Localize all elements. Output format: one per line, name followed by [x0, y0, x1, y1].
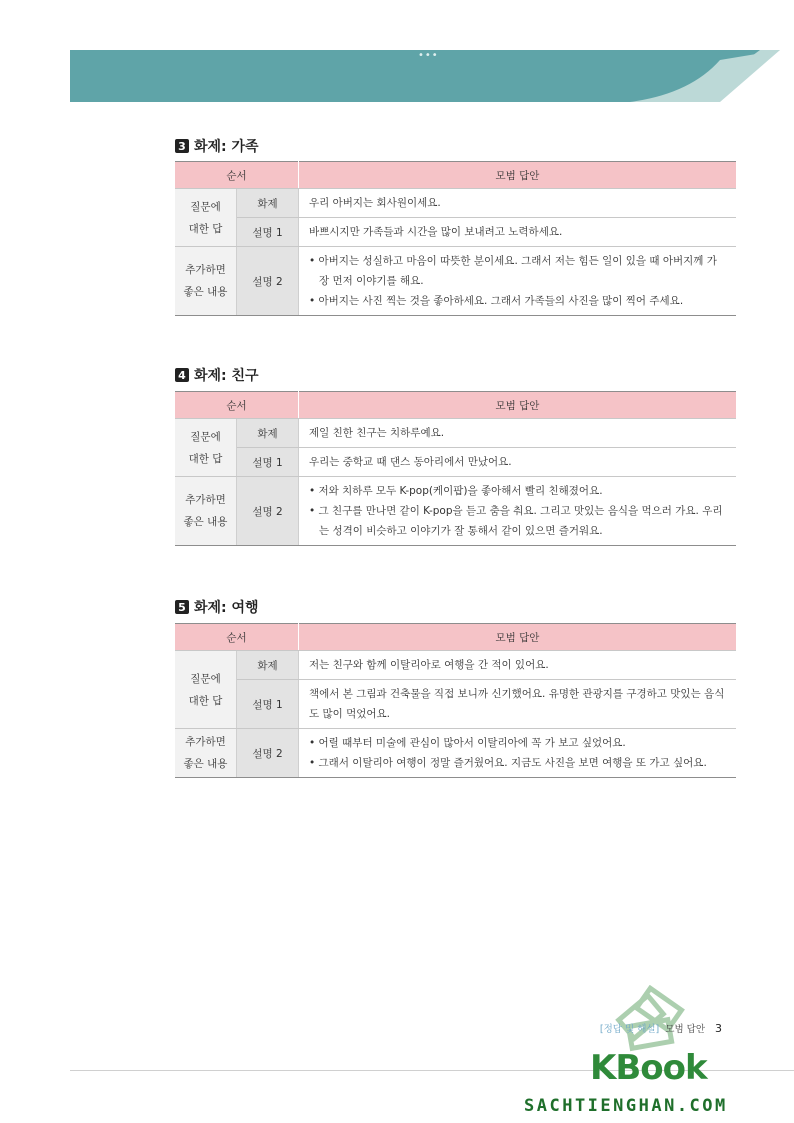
answer-explanation-1: 책에서 본 그림과 건축물을 직접 보니까 신기했어요. 유명한 관광지를 구경하고 맛있는 음식도 많이 먹었어요. — [299, 680, 737, 729]
row-label-topic: 화제 — [237, 189, 299, 218]
answer-topic: 제일 친한 친구는 치하루예요. — [299, 419, 737, 448]
answer-topic: 저는 친구와 함께 이탈리아로 여행을 간 적이 있어요. — [299, 651, 737, 680]
group-label-extra: 추가하면 좋은 내용 — [175, 477, 237, 546]
section-title-text: 화제: 여행 — [194, 600, 259, 616]
bullet-item: • 어릴 때부터 미술에 관심이 많아서 이탈리아에 꼭 가 보고 싶었어요. — [309, 737, 626, 749]
group-label-answer: 질문에 대한 답 — [175, 189, 237, 247]
site-watermark: SACHTIENGHAN.COM — [524, 1096, 728, 1116]
group-label-extra: 추가하면 좋은 내용 — [175, 729, 237, 778]
answer-explanation-2 — [299, 477, 737, 546]
row-label-explanation-2: 설명 2 — [237, 477, 299, 546]
row-label-topic: 화제 — [237, 419, 299, 448]
bullet-item: • 아버지는 사진 찍는 것을 좋아하세요. 그래서 가족들의 사진을 많이 찍어 주세요. — [309, 295, 684, 307]
footer-bracket-text: [정답 및 해설] — [599, 1024, 660, 1035]
row-label-explanation-1: 설명 1 — [237, 448, 299, 477]
page-number: 3 — [715, 1021, 722, 1035]
answer-table-travel — [175, 623, 736, 778]
section-title-text: 화제: 친구 — [194, 368, 259, 384]
kbook-watermark: KBook — [590, 1048, 707, 1088]
row-label-explanation-1: 설명 1 — [237, 218, 299, 247]
group-label-extra: 추가하면 좋은 내용 — [175, 247, 237, 316]
answer-table-family — [175, 161, 736, 316]
section-number-badge: 4 — [175, 368, 189, 382]
page-footer — [600, 1021, 722, 1035]
row-label-topic: 화제 — [237, 651, 299, 680]
footer-label: 모범 답안 — [665, 1024, 705, 1035]
col-header-order: 순서 — [175, 162, 299, 189]
row-label-explanation-2: 설명 2 — [237, 247, 299, 316]
answer-table-friend — [175, 391, 736, 546]
answer-topic: 우리 아버지는 회사원이세요. — [299, 189, 737, 218]
col-header-order: 순서 — [175, 392, 299, 419]
section-number-badge: 5 — [175, 600, 189, 614]
col-header-answer: 모범 답안 — [299, 392, 737, 419]
answer-explanation-2 — [299, 729, 737, 778]
bullet-item: • 그 친구를 만나면 같이 K-pop을 듣고 춤을 춰요. 그리고 맛있는 음식을 먹으러 가요. 우리는 성격이 비슷하고 이야기가 잘 통해서 같이 있으면 즐거워요. — [309, 505, 723, 537]
row-label-explanation-2: 설명 2 — [237, 729, 299, 778]
col-header-answer: 모범 답안 — [299, 162, 737, 189]
bullet-item: • 아버지는 성실하고 마음이 따뜻한 분이세요. 그래서 저는 힘든 일이 있을 때 아버지께 가장 먼저 이야기를 해요. — [309, 255, 717, 287]
row-label-explanation-1: 설명 1 — [237, 680, 299, 729]
group-label-answer: 질문에 대한 답 — [175, 651, 237, 729]
bullet-item: • 그래서 이탈리아 여행이 정말 즐거웠어요. 지금도 사진을 보면 여행을 또 가고 싶어요. — [309, 757, 707, 769]
bullet-item: • 저와 치하루 모두 K-pop(케이팝)을 좋아해서 빨리 친해졌어요. — [309, 485, 603, 497]
answer-explanation-1: 우리는 중학교 때 댄스 동아리에서 만났어요. — [299, 448, 737, 477]
group-label-answer: 질문에 대한 답 — [175, 419, 237, 477]
answer-explanation-1: 바쁘시지만 가족들과 시간을 많이 보내려고 노력하세요. — [299, 218, 737, 247]
col-header-answer: 모범 답안 — [299, 624, 737, 651]
section-title-travel — [175, 597, 259, 617]
section-number-badge: 3 — [175, 139, 189, 153]
section-title-text: 화제: 가족 — [194, 139, 259, 155]
banner-dots: ••• — [418, 50, 439, 61]
col-header-order: 순서 — [175, 624, 299, 651]
section-title-friend — [175, 365, 259, 385]
answer-explanation-2 — [299, 247, 737, 316]
section-title-family — [175, 136, 259, 156]
